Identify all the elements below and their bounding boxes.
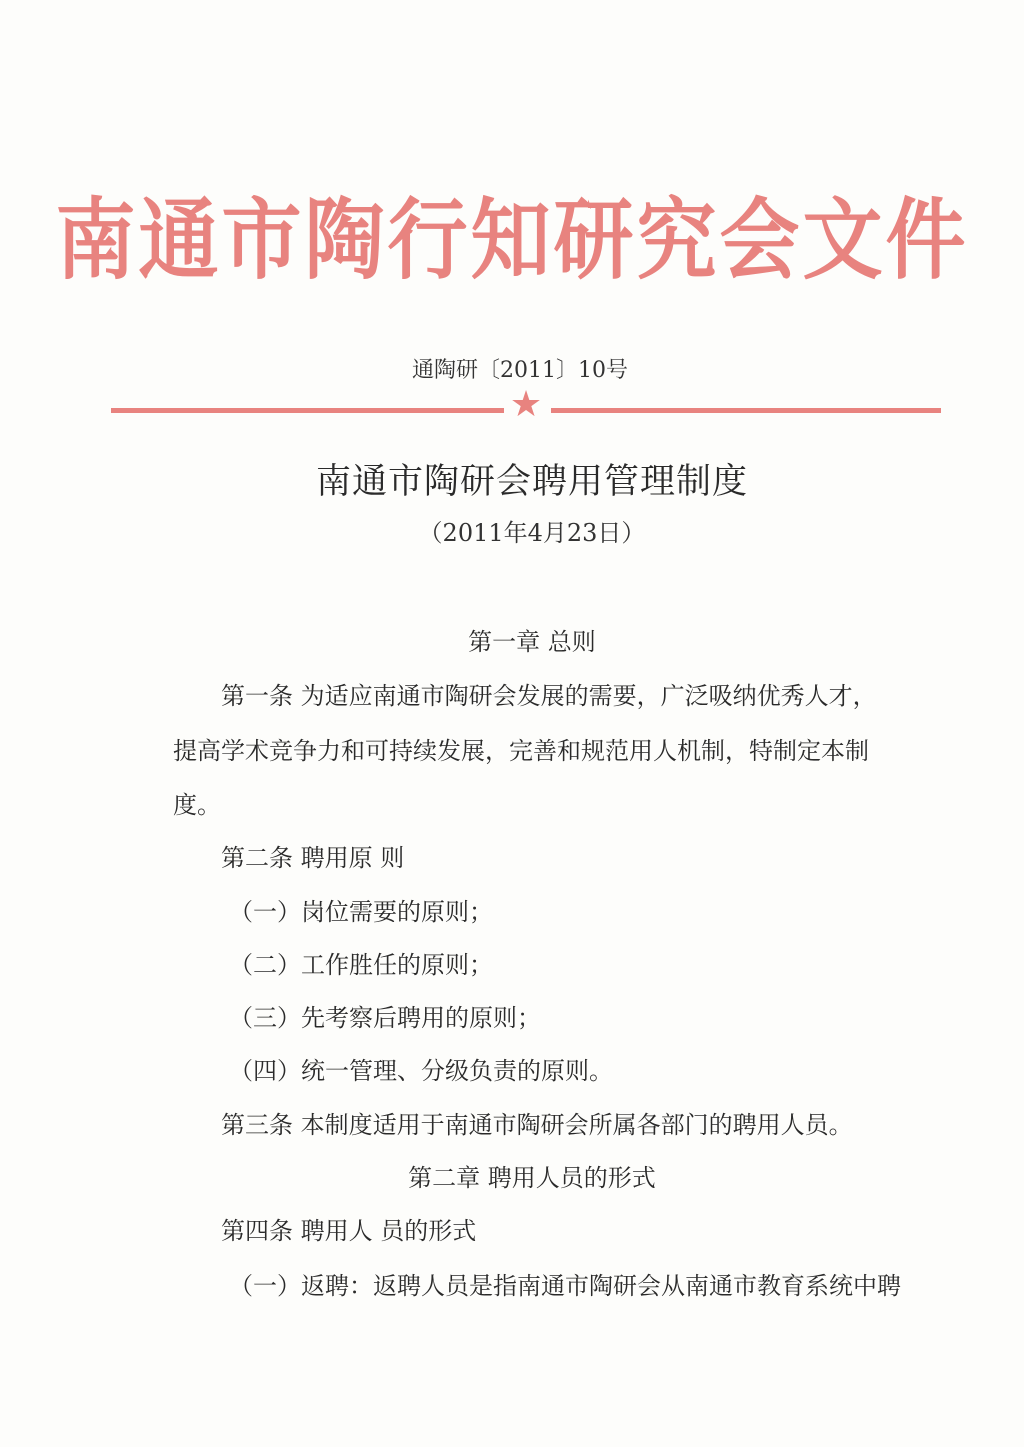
document-date: （2011年4月23日） bbox=[418, 519, 646, 547]
principle-1: （一）岗位需要的原则； bbox=[229, 898, 493, 926]
principle-2: （二）工作胜任的原则； bbox=[229, 951, 493, 979]
principle-3: （三）先考察后聘用的原则； bbox=[229, 1004, 541, 1032]
principle-4: （四）统一管理、分级负责的原则。 bbox=[229, 1057, 613, 1085]
star-icon: ★ bbox=[509, 384, 543, 425]
article-2-heading: 第二条 聘用原 则 bbox=[221, 844, 405, 872]
document-number: 通陶研〔2011〕10号 bbox=[412, 358, 628, 383]
article-4-heading: 第四条 聘用人 员的形式 bbox=[221, 1217, 477, 1245]
chapter-2-heading: 第二章 聘用人员的形式 bbox=[408, 1164, 656, 1192]
article-3: 第三条 本制度适用于南通市陶研会所属各部门的聘用人员。 bbox=[221, 1111, 853, 1139]
article-1-line-3: 度。 bbox=[173, 791, 221, 819]
masthead-title: 南通市陶行知研究会文件 bbox=[55, 189, 969, 292]
article-1-line-1: 第一条 为适应南通市陶研会发展的需要，广泛吸纳优秀人才， bbox=[221, 682, 877, 710]
article-1-line-2: 提高学术竞争力和可持续发展，完善和规范用人机制，特制定本制 bbox=[173, 737, 869, 765]
chapter-1-heading: 第一章 总则 bbox=[468, 628, 596, 656]
red-divider-left bbox=[111, 408, 504, 413]
red-divider-right bbox=[551, 408, 941, 413]
document-title: 南通市陶研会聘用管理制度 bbox=[315, 462, 748, 502]
form-1-line-1: （一）返聘：返聘人员是指南通市陶研会从南通市教育系统中聘 bbox=[229, 1272, 901, 1300]
